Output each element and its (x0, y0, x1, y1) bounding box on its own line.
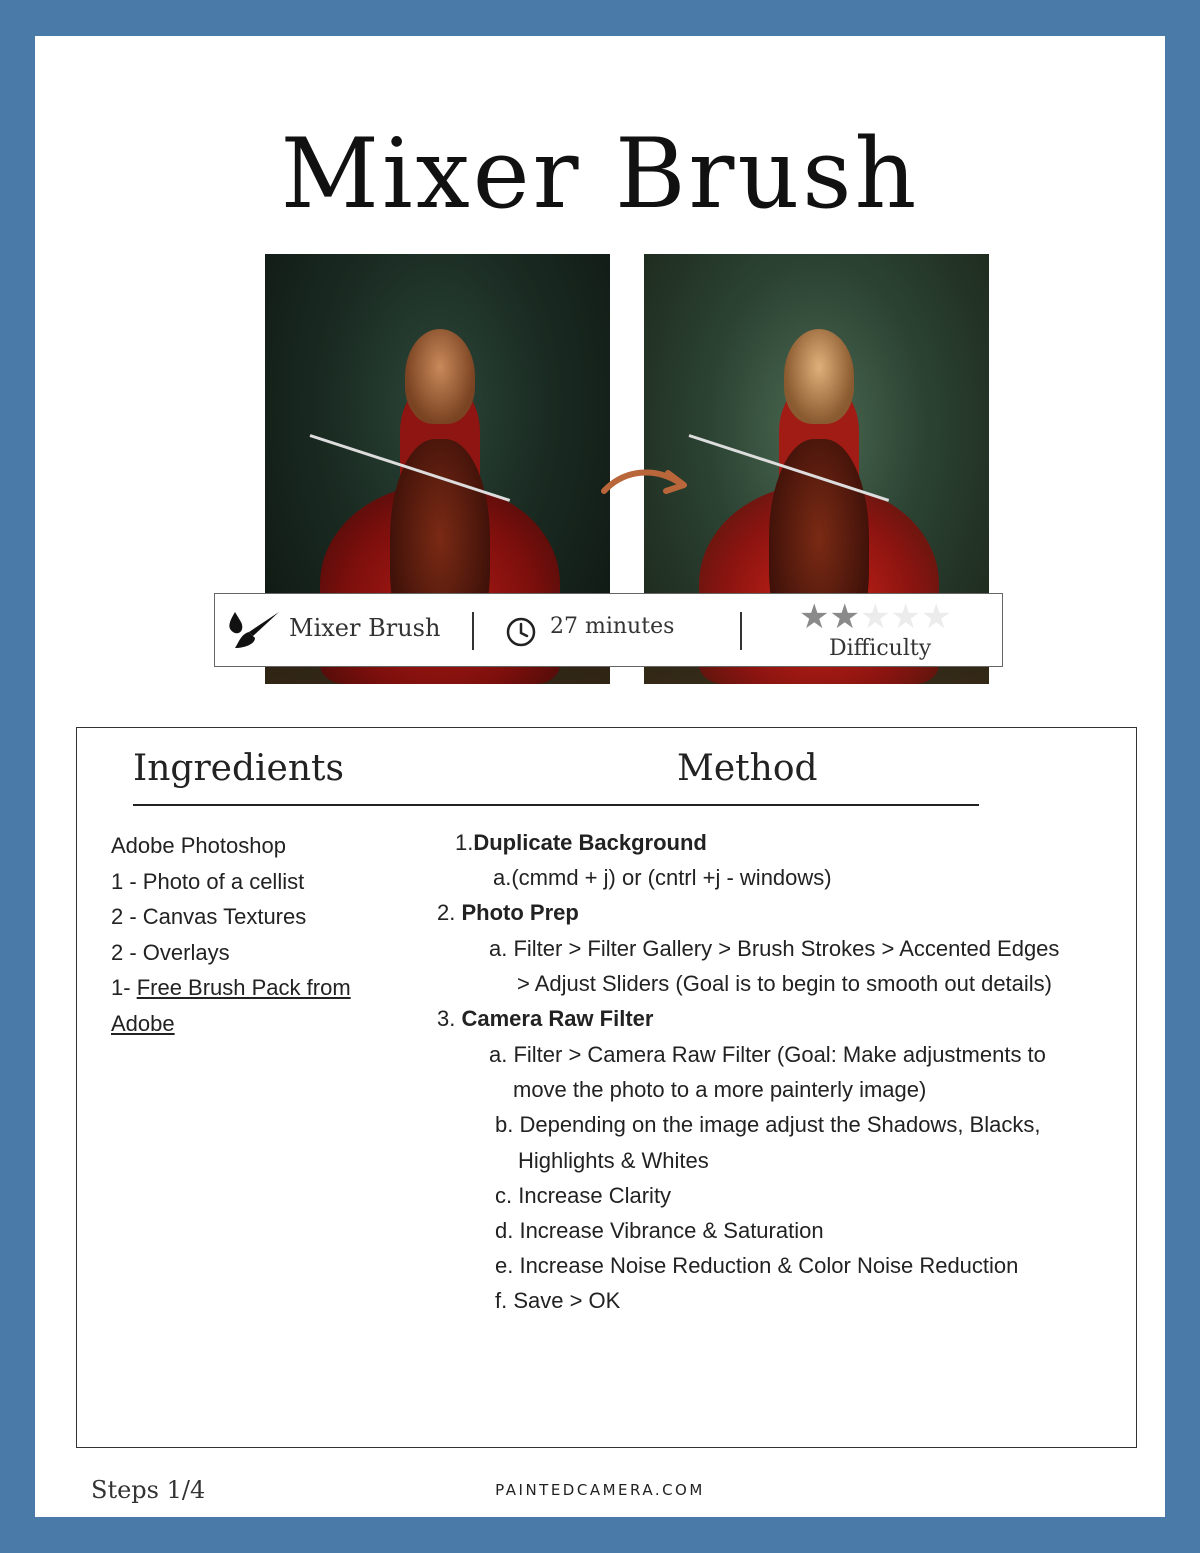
heading-rule (133, 804, 979, 806)
method-substep: move the photo to a more painterly image) (513, 1077, 927, 1102)
method-substep: Highlights & Whites (518, 1148, 709, 1173)
brush-icon (225, 608, 283, 652)
method-substep: a. Filter > Camera Raw Filter (Goal: Make adjustments to (489, 1042, 1046, 1067)
clock-icon (505, 616, 537, 648)
star-filled-icon: ★ (829, 597, 860, 637)
recipe-card-page (35, 36, 1165, 1517)
star-filled-icon: ★ (799, 597, 830, 637)
difficulty-label: Difficulty (829, 636, 932, 661)
page-title: Mixer Brush (280, 118, 920, 230)
method-substep: e. Increase Noise Reduction & Color Noise Reduction (495, 1253, 1019, 1278)
divider (740, 612, 742, 650)
step-counter: Steps 1/4 (91, 1476, 206, 1504)
list-item: 1 - Photo of a cellist (111, 868, 305, 894)
time-label: 27 minutes (550, 614, 675, 639)
difficulty-rating (799, 597, 952, 637)
site-url[interactable]: PAINTEDCAMERA.COM (495, 1481, 705, 1499)
brush-pack-link[interactable]: Free Brush Pack from (136, 975, 351, 1000)
method-step: 3. Camera Raw Filter (437, 1006, 654, 1031)
method-substep: f. Save > OK (495, 1288, 621, 1313)
list-item: Adobe Photoshop (111, 833, 286, 858)
star-empty-icon: ★ (920, 597, 952, 637)
method-step: 1.Duplicate Background (455, 830, 707, 855)
info-bar (214, 593, 1003, 667)
method-substep: > Adjust Sliders (Goal is to begin to smooth out details) (517, 971, 1053, 996)
star-empty-icon: ★ (859, 597, 891, 637)
method-substep: c. Increase Clarity (495, 1183, 672, 1208)
content-box (76, 727, 1137, 1448)
arrow-right-icon (600, 461, 690, 501)
method-substep: d. Increase Vibrance & Saturation (495, 1218, 824, 1243)
technique-label: Mixer Brush (289, 614, 441, 642)
method-substep: a. Filter > Filter Gallery > Brush Strokes > Accented Edges (489, 936, 1060, 961)
list-item: 2 - Canvas Textures (111, 904, 307, 929)
list-item (111, 1006, 391, 1042)
star-empty-icon: ★ (890, 597, 921, 637)
method-substep: a.(cmmd + j) or (cntrl +j - windows) (493, 865, 832, 890)
method-substep: b. Depending on the image adjust the Shadows, Blacks, (495, 1112, 1041, 1137)
divider (472, 612, 474, 650)
ingredients-heading: Ingredients (133, 748, 344, 789)
list-item: 1- Free Brush Pack from (111, 975, 351, 1000)
ingredients-list (111, 828, 391, 1041)
method-step: 2. Photo Prep (437, 900, 579, 925)
method-heading: Method (677, 748, 818, 789)
brush-pack-link[interactable]: Adobe (111, 1010, 175, 1036)
list-item: 2 - Overlays (111, 939, 230, 965)
